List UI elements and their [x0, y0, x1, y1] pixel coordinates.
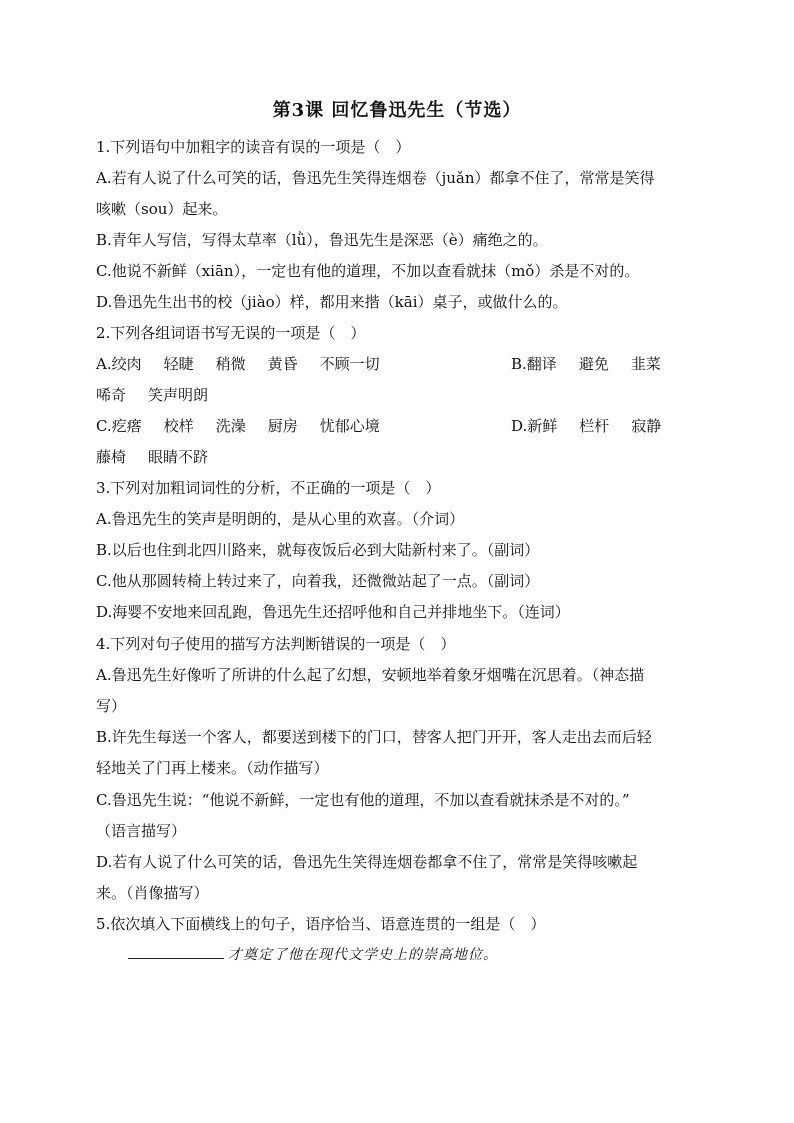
q3-option-a: A.鲁迅先生的笑声是明朗的，是从心里的欢喜。（介词） — [96, 510, 465, 528]
q2-option-d — [511, 416, 683, 436]
q3-stem: 3.下列对加粗词词性的分析，不正确的一项是（ ） — [96, 479, 441, 497]
option-label: C. — [96, 417, 112, 435]
q2-option-c — [96, 416, 402, 436]
q4-option-d-line2: 来。（肖像描写） — [96, 884, 209, 902]
fill-blank[interactable] — [128, 944, 224, 959]
q5-stem: 5.依次填入下面横线上的句子，语序恰当、语意连贯的一组是（ ） — [96, 915, 546, 933]
word: 校样 — [163, 417, 194, 435]
q4-option-b-line2: 轻地关了门再上楼来。（动作描写） — [96, 759, 329, 777]
word: 翻译 — [526, 355, 557, 373]
word: 绞肉 — [111, 355, 142, 373]
word: 眼睛不跻 — [148, 448, 209, 466]
q4-option-d-line1: D.若有人说了什么可笑的话，鲁迅先生笑得连烟卷都拿不住了，常常是笑得咳嗽起 — [96, 853, 638, 871]
q4-option-b-line1: B.许先生每送一个客人，都要送到楼下的门口，替客人把门开开，客人走出去而后轻 — [96, 728, 652, 746]
q3-option-c: C.他从那圆转椅上转过来了，向着我，还微微站起了一点。（副词） — [96, 572, 540, 590]
q3-option-d: D.海婴不安地来回乱跑，鲁迅先生还招呼他和自己并排地坐下。（连词） — [96, 603, 570, 621]
word: 寂静 — [631, 417, 662, 435]
page-title: 第3课 回忆鲁迅先生（节选） — [272, 100, 522, 121]
q2-option-b-cont — [96, 385, 230, 405]
q4-option-a-line2: 写） — [96, 697, 127, 715]
q1-option-a-line1: A.若有人说了什么可笑的话，鲁迅先生笑得连烟卷（juǎn）都拿不住了，常常是笑得 — [96, 169, 655, 187]
q1-option-b: B.青年人写信，写得太草率（lǜ），鲁迅先生是深恶（è）痛绝之的。 — [96, 231, 548, 249]
q4-option-c-line2: （语言描写） — [96, 822, 187, 840]
q4-option-a-line1: A.鲁迅先生好像听了所讲的什么起了幻想，安顿地举着象牙烟嘴在沉思着。（神态描 — [96, 666, 645, 684]
q5-sentence-text: 才奠定了他在现代文学史上的崇高地位。 — [228, 947, 498, 963]
word: 不顾一切 — [319, 355, 380, 373]
q2-stem: 2.下列各组词语书写无误的一项是（ ） — [96, 324, 366, 342]
q4-stem: 4.下列对句子使用的描写方法判断错误的一项是（ ） — [96, 635, 456, 653]
q3-option-b: B.以后也住到北四川路来，就每夜饭后必到大陆新村来了。（副词） — [96, 541, 540, 559]
word: 疙瘩 — [111, 417, 142, 435]
word: 藤椅 — [96, 448, 127, 466]
word: 洗澡 — [215, 417, 246, 435]
q4-option-c-line1: C.鲁迅先生说：“他说不新鲜，一定也有他的道理，不加以查看就抹杀是不对的。” — [96, 791, 630, 809]
option-label: D. — [511, 417, 528, 435]
word: 黄昏 — [267, 355, 298, 373]
q1-option-d: D.鲁迅先生出书的校（jiào）样，都用来揩（kāi）桌子，或做什么的。 — [96, 293, 568, 311]
word: 稍微 — [215, 355, 246, 373]
word: 新鲜 — [527, 417, 558, 435]
option-label: B. — [511, 355, 527, 373]
q2-option-a — [96, 354, 402, 374]
q5-sentence — [128, 944, 498, 964]
word: 唏奇 — [96, 386, 127, 404]
word: 厨房 — [267, 417, 298, 435]
q2-option-d-cont — [96, 447, 230, 467]
option-label: A. — [96, 355, 112, 373]
q1-stem: 1.下列语句中加粗字的读音有误的一项是（ ） — [96, 138, 411, 156]
q1-option-a-line2: 咳嗽（sou）起来。 — [96, 200, 228, 218]
q1-option-c: C.他说不新鲜（xiān），一定也有他的道理，不加以查看就抹（mǒ）杀是不对的。 — [96, 262, 640, 280]
word: 笑声明朗 — [148, 386, 209, 404]
q2-option-b — [511, 354, 683, 374]
word: 忧郁心境 — [319, 417, 380, 435]
word: 韭菜 — [630, 355, 661, 373]
word: 栏杆 — [579, 417, 610, 435]
word: 避免 — [578, 355, 609, 373]
word: 轻睫 — [163, 355, 194, 373]
